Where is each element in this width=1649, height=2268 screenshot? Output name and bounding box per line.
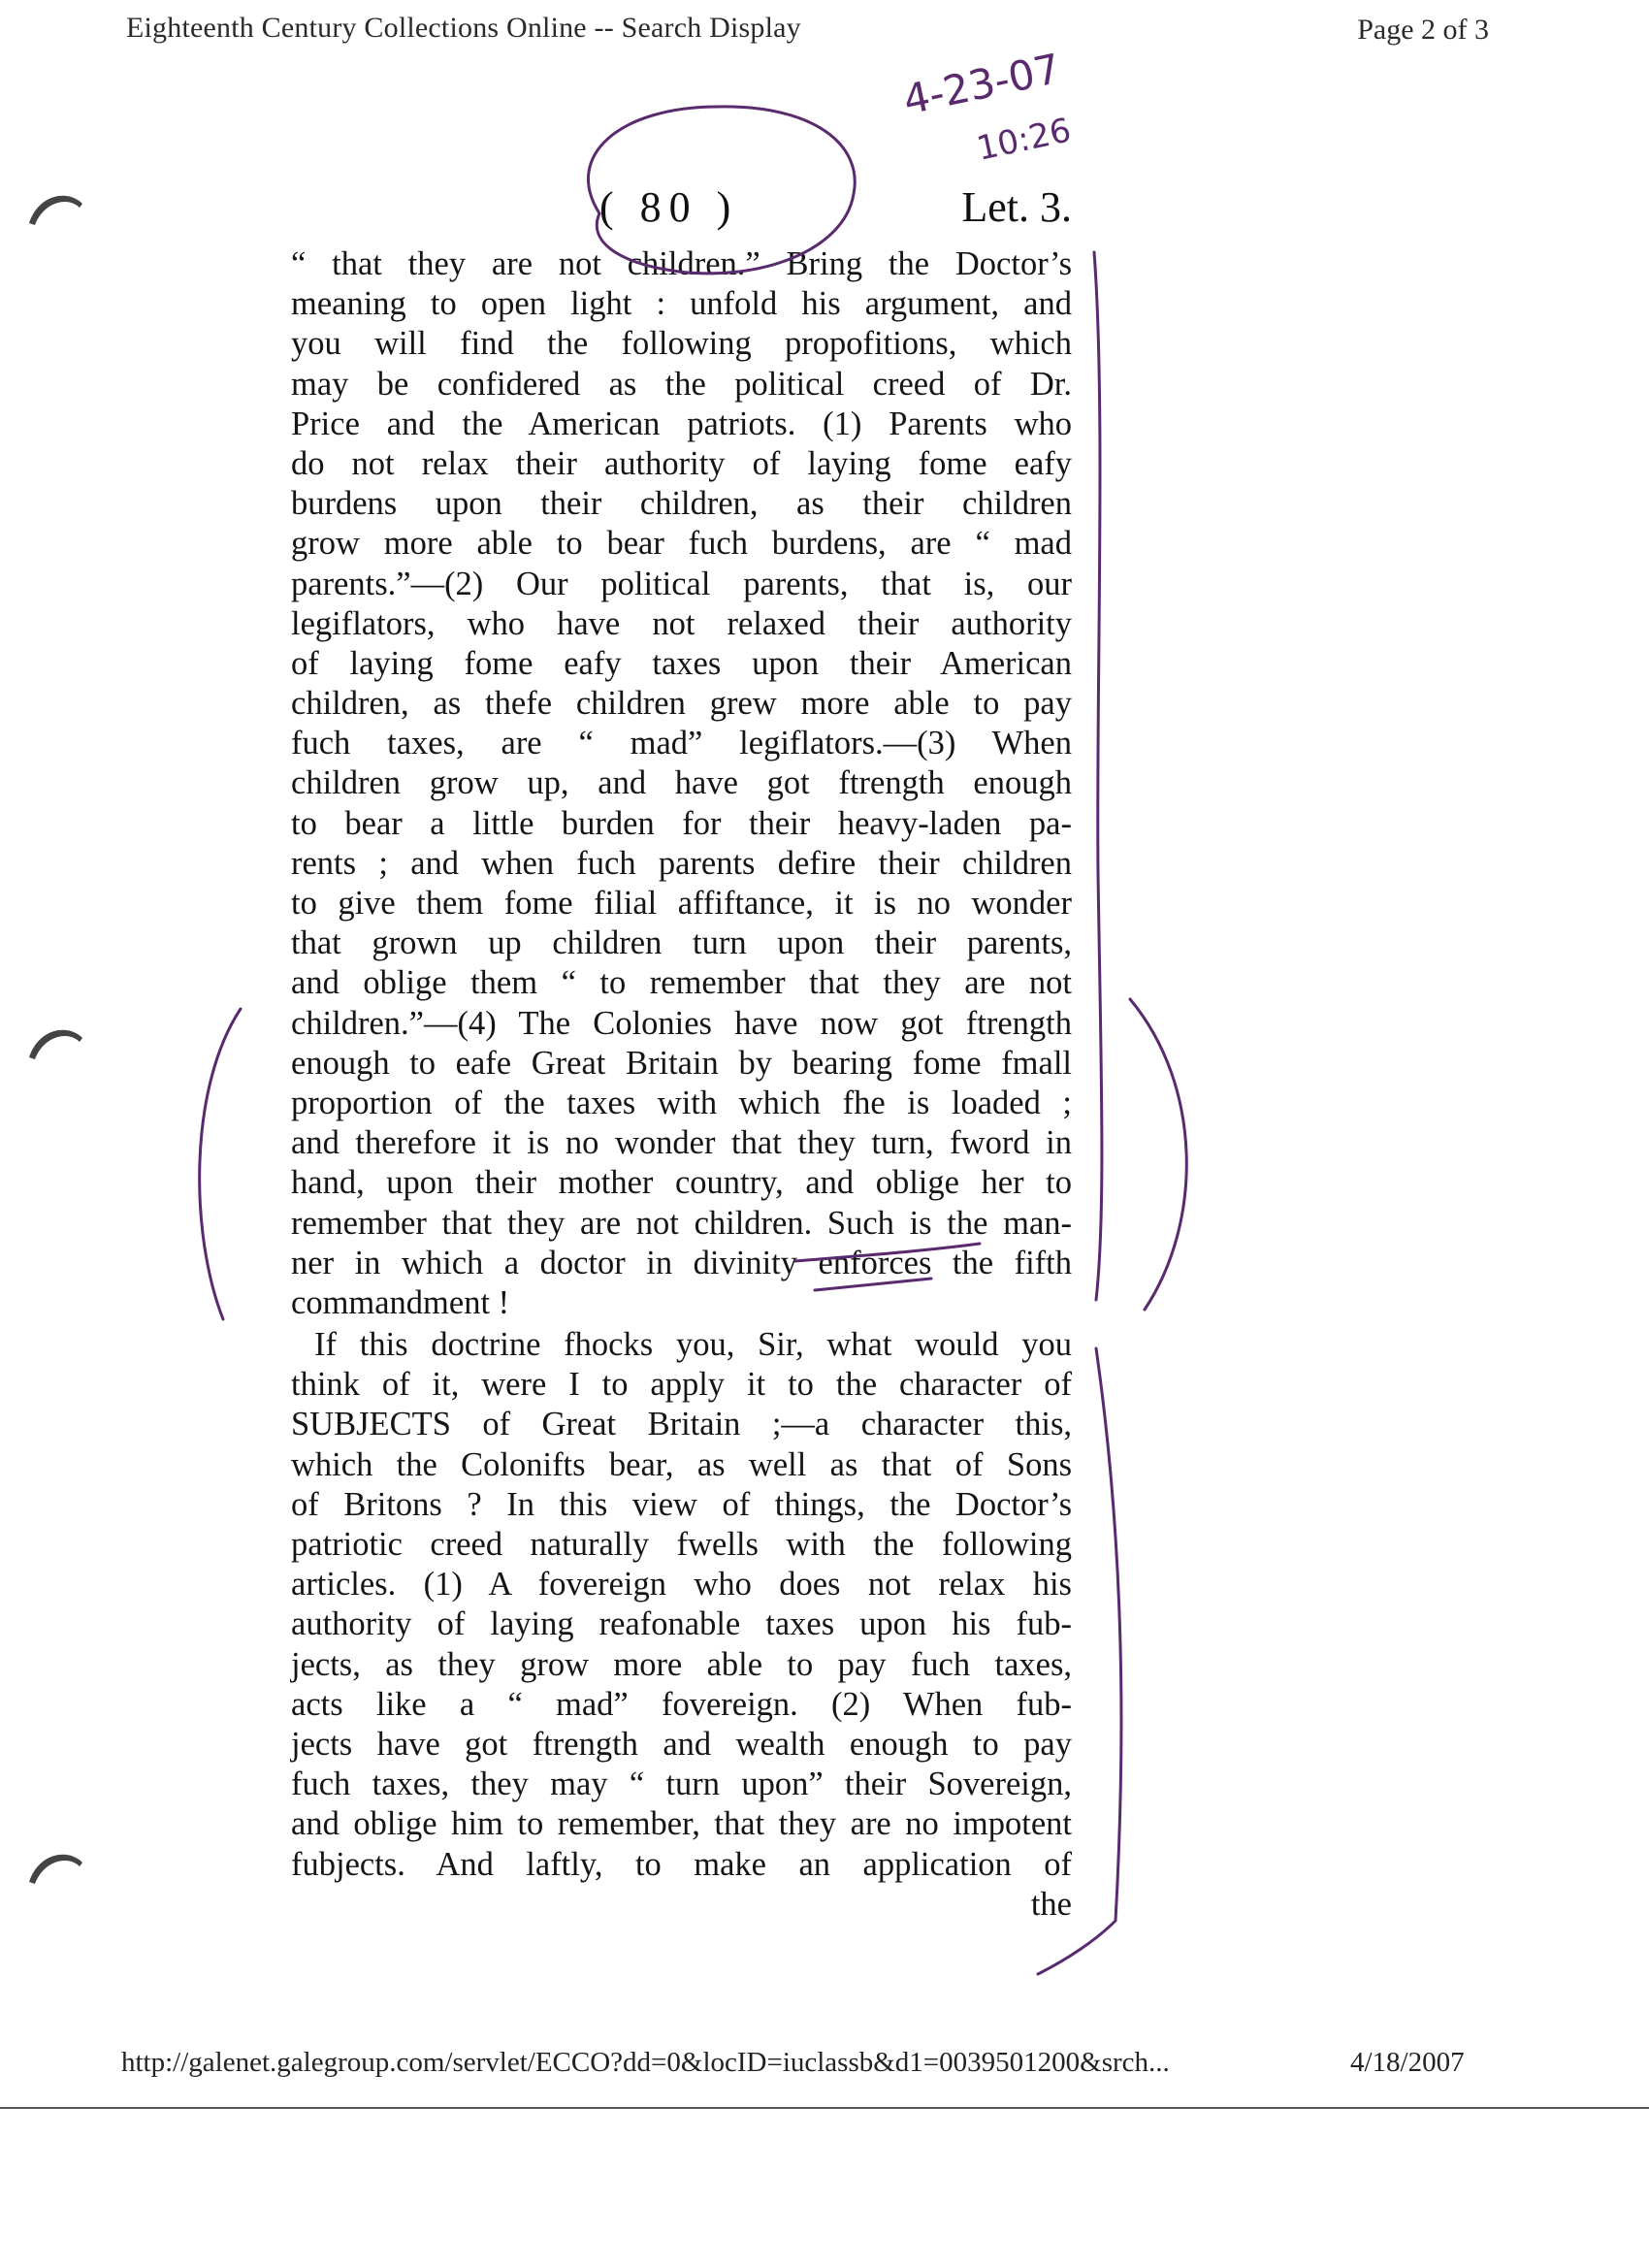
catchword: the bbox=[1030, 1885, 1072, 1923]
text-line: ner in which a doctor in divinity enforces the fifth bbox=[291, 1244, 1072, 1281]
footer-url: http://galenet.galegroup.com/servlet/ECCO?dd=0&locID=iuclassb&d1=0039501200&srch... bbox=[121, 2047, 1170, 2078]
letter-reference: Let. 3. bbox=[961, 183, 1072, 231]
text-line: you will find the following propofitions, which bbox=[291, 325, 1072, 363]
text-line: and therefore it is no wonder that they turn, fword in bbox=[291, 1124, 1072, 1162]
footer-date: 4/18/2007 bbox=[1350, 2047, 1465, 2078]
text-line: fubjects. And laftly, to make an application of bbox=[291, 1845, 1072, 1883]
binding-mark-bottom bbox=[29, 1855, 82, 1884]
text-line: to give them fome filial affiftance, it is no wonder bbox=[291, 885, 1072, 922]
parenthesis-left bbox=[200, 1009, 241, 1319]
text-line: jects have got ftrength and wealth enough to pay bbox=[291, 1725, 1072, 1763]
text-line: of Britons ? In this view of things, the Doctor’s bbox=[291, 1485, 1072, 1523]
text-line: which the Colonifts bear, as well as that of Sons bbox=[291, 1445, 1072, 1483]
text-line: legiflators, who have not relaxed their authority bbox=[291, 604, 1072, 642]
page-indicator: Page 2 of 3 bbox=[1357, 14, 1489, 46]
text-line: meaning to open light : unfold his argument, and bbox=[291, 285, 1072, 323]
book-page-number: ( 80 ) bbox=[599, 183, 739, 231]
text-line: think of it, were I to apply it to the character of bbox=[291, 1366, 1072, 1404]
text-line: fuch taxes, they may “ turn upon” their Sovereign, bbox=[291, 1766, 1072, 1803]
text-line: children, as thefe children grew more able to pay bbox=[291, 685, 1072, 723]
text-line: remember that they are not children. Such is the man- bbox=[291, 1204, 1072, 1242]
text-line: proportion of the taxes with which fhe is loaded ; bbox=[291, 1084, 1072, 1121]
text-line: rents ; and when fuch parents defire their children bbox=[291, 844, 1072, 882]
text-line: SUBJECTS of Great Britain ;—a character this, bbox=[291, 1406, 1072, 1443]
footer-divider bbox=[0, 2107, 1649, 2109]
text-line: hand, upon their mother country, and oblige her to bbox=[291, 1164, 1072, 1202]
text-line: parents.”—(2) Our political parents, that is, our bbox=[291, 565, 1072, 602]
text-line: commandment ! bbox=[291, 1283, 510, 1321]
text-line: children.”—(4) The Colonies have now got ftrength bbox=[291, 1004, 1072, 1042]
parenthesis-right bbox=[1130, 999, 1186, 1310]
text-line: that grown up children turn upon their parents, bbox=[291, 924, 1072, 962]
text-line: grow more able to bear fuch burdens, are “ mad bbox=[291, 525, 1072, 563]
binding-mark-top bbox=[29, 196, 82, 225]
text-line: children grow up, and have got ftrength enough bbox=[291, 764, 1072, 802]
text-line: patriotic creed naturally fwells with the following bbox=[291, 1526, 1072, 1563]
text-line: burdens upon their children, as their children bbox=[291, 485, 1072, 523]
text-line: authority of laying reafonable taxes upon his fub- bbox=[291, 1605, 1072, 1643]
text-line: articles. (1) A fovereign who does not relax his bbox=[291, 1566, 1072, 1604]
bracket-right-margin bbox=[1094, 252, 1102, 1300]
book-page-header bbox=[291, 182, 1086, 241]
text-line: do not relax their authority of laying fome eafy bbox=[291, 444, 1072, 482]
handwritten-date: 4-23-07 bbox=[898, 44, 1065, 124]
text-line: enough to eafe Great Britain by bearing fome fmall bbox=[291, 1044, 1072, 1082]
text-line: Price and the American patriots. (1) Parents who bbox=[291, 405, 1072, 442]
text-line: to bear a little burden for their heavy-laden pa- bbox=[291, 804, 1072, 842]
text-line: “ that they are not children.” Bring the Doctor’s bbox=[291, 245, 1072, 282]
text-line: may be confidered as the political creed of Dr. bbox=[291, 365, 1072, 403]
book-text bbox=[291, 244, 1072, 1925]
text-line: acts like a “ mad” fovereign. (2) When fub- bbox=[291, 1685, 1072, 1723]
text-line: and oblige them “ to remember that they are not bbox=[291, 964, 1072, 1002]
text-line: and oblige him to remember, that they are no impotent bbox=[291, 1805, 1072, 1843]
text-line: jects, as they grow more able to pay fuch taxes, bbox=[291, 1645, 1072, 1683]
handwritten-time: 10:26 bbox=[973, 111, 1075, 169]
text-line: If this doctrine fhocks you, Sir, what would you bbox=[314, 1326, 1072, 1364]
binding-mark-middle bbox=[29, 1030, 82, 1059]
text-line: of laying fome eafy taxes upon their American bbox=[291, 644, 1072, 682]
source-title: Eighteenth Century Collections Online -- Search Display bbox=[126, 12, 801, 44]
text-line: fuch taxes, are “ mad” legiflators.—(3) When bbox=[291, 725, 1072, 762]
